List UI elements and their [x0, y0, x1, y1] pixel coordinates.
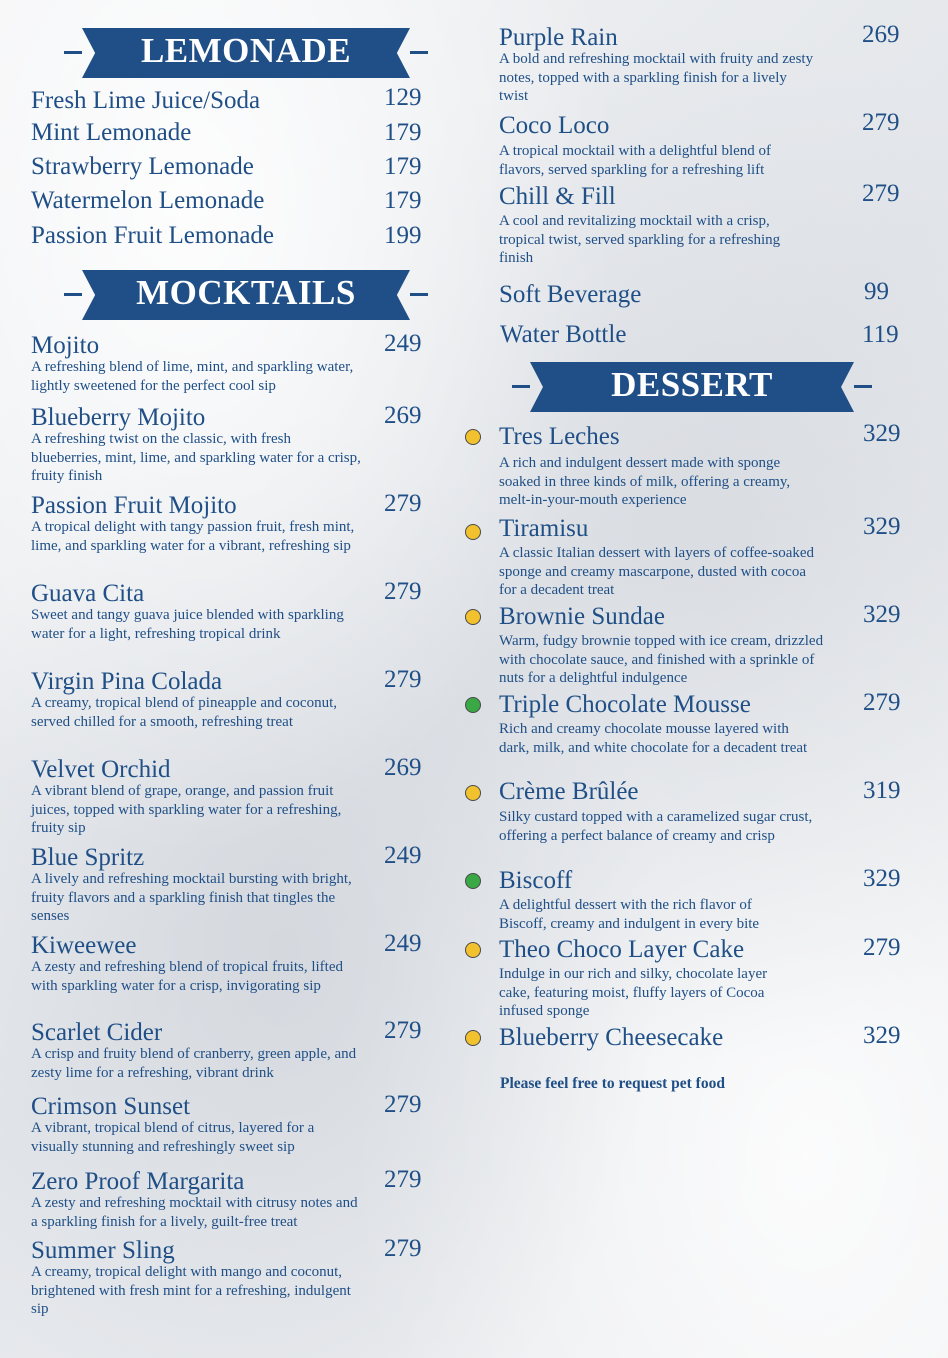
item-description: A zesty and refreshing blend of tropical fruits, lifted with sparkling water for a crisp, invigorating sip: [31, 959, 343, 994]
item-name: Passion Fruit Lemonade: [31, 222, 275, 249]
item-price: 319: [863, 777, 901, 804]
item-description: Rich and creamy chocolate mousse layered with dark, milk, and white chocolate for a decadent treat: [499, 721, 808, 756]
item-name: Kiweewee: [31, 932, 137, 959]
dessert-banner: [512, 362, 872, 412]
item-price: 279: [863, 689, 901, 716]
item-price: 269: [384, 754, 422, 781]
item-price: 279: [384, 1017, 422, 1044]
item-name: Scarlet Cider: [31, 1019, 163, 1046]
mocktails-heading: MOCKTAILS: [136, 273, 356, 312]
item-price: 249: [384, 930, 422, 957]
item-description: A vibrant, tropical blend of citrus, layered for a visually stunning and refreshingly sweet sip: [31, 1120, 315, 1155]
item-price: 329: [863, 1022, 901, 1049]
item-name: Blueberry Mojito: [31, 404, 206, 431]
item-name: Passion Fruit Mojito: [31, 492, 237, 519]
item-description: A creamy, tropical delight with mango and coconut, brightened with fresh mint for a refreshing, indulgent sip: [31, 1264, 351, 1317]
item-price: 279: [862, 109, 900, 136]
item-price: 279: [384, 1166, 422, 1193]
dessert-heading: DESSERT: [611, 365, 773, 404]
item-name: Crème Brûlée: [499, 778, 639, 805]
item-description: A refreshing blend of lime, mint, and sparkling water, lightly sweetened for the perfect cool sip: [31, 359, 354, 394]
item-name: Fresh Lime Juice/Soda: [31, 87, 261, 114]
item-description: A lively and refreshing mocktail bursting with bright, fruity flavors and a sparkling finish that tingles the senses: [31, 871, 352, 924]
mocktails-banner: [64, 270, 428, 320]
item-name: Tiramisu: [499, 515, 589, 542]
item-description: A zesty and refreshing mocktail with citrusy notes and a sparkling finish for a lively, guilt-free treat: [31, 1195, 358, 1230]
food-indicator-dot: [465, 524, 481, 540]
item-price: 179: [384, 153, 422, 180]
item-price: 279: [863, 934, 901, 961]
item-name: Velvet Orchid: [31, 756, 171, 783]
item-price: 99: [864, 278, 889, 305]
item-name: Brownie Sundae: [499, 603, 665, 630]
item-name: Soft Beverage: [499, 281, 642, 308]
item-price: 179: [384, 187, 422, 214]
item-name: Guava Cita: [31, 580, 145, 607]
item-description: Silky custard topped with a caramelized sugar crust, offering a perfect balance of creamy and crisp: [499, 809, 813, 844]
item-price: 249: [384, 842, 422, 869]
item-description: A refreshing twist on the classic, with fresh blueberries, mint, lime, and sparkling water for a crisp, fruity finish: [31, 431, 361, 484]
item-price: 279: [384, 1091, 422, 1118]
item-price: 329: [863, 420, 901, 447]
item-description: Indulge in our rich and silky, chocolate layer cake, featuring moist, fluffy layers of Cocoa infused sponge: [499, 966, 768, 1019]
food-indicator-dot: [465, 873, 481, 889]
food-indicator-dot: [465, 697, 481, 713]
item-description: Sweet and tangy guava juice blended with sparkling water for a light, refreshing tropical drink: [31, 607, 344, 642]
item-name: Tres Leches: [499, 423, 620, 450]
item-price: 129: [384, 84, 422, 111]
item-description: A cool and revitalizing mocktail with a crisp, tropical twist, served sparkling for a refreshing finish: [499, 213, 781, 266]
item-name: Summer Sling: [31, 1237, 175, 1264]
item-price: 329: [863, 513, 901, 540]
food-indicator-dot: [465, 1030, 481, 1046]
item-description: A vibrant blend of grape, orange, and passion fruit juices, topped with sparkling water for a refreshing, fruity sip: [31, 783, 342, 836]
item-name: Theo Choco Layer Cake: [499, 936, 745, 963]
food-indicator-dot: [465, 429, 481, 445]
lemonade-banner: [64, 28, 428, 78]
item-name: Zero Proof Margarita: [31, 1168, 245, 1195]
item-price: 279: [384, 666, 422, 693]
item-name: Crimson Sunset: [31, 1093, 191, 1120]
item-price: 329: [863, 865, 901, 892]
item-name: Coco Loco: [499, 112, 610, 139]
item-description: A tropical mocktail with a delightful blend of flavors, served sparkling for a refreshing lift: [499, 143, 772, 178]
lemonade-heading: LEMONADE: [140, 31, 352, 70]
pet-food-note: Please feel free to request pet food: [500, 1075, 725, 1092]
item-name: Watermelon Lemonade: [31, 187, 265, 214]
item-price: 279: [384, 490, 422, 517]
item-name: Triple Chocolate Mousse: [499, 691, 751, 718]
item-description: A creamy, tropical blend of pineapple and coconut, served chilled for a smooth, refreshing treat: [31, 695, 337, 730]
item-description: A delightful dessert with the rich flavor of Biscoff, creamy and indulgent in every bite: [499, 897, 760, 932]
item-price: 119: [862, 321, 899, 348]
item-price: 179: [384, 119, 422, 146]
item-price: 269: [862, 21, 900, 48]
item-price: 329: [863, 601, 901, 628]
food-indicator-dot: [465, 942, 481, 958]
item-description: Warm, fudgy brownie topped with ice cream, drizzled with chocolate sauce, and finished with a sprinkle of nuts for a delightful indulgence: [499, 633, 824, 686]
item-name: Water Bottle: [500, 321, 627, 348]
item-description: A bold and refreshing mocktail with fruity and zesty notes, topped with a sparkling finish for a lively twist: [499, 51, 814, 104]
item-name: Mojito: [31, 332, 100, 359]
item-description: A tropical delight with tangy passion fruit, fresh mint, lime, and sparkling water for a vibrant, refreshing sip: [31, 519, 355, 554]
item-price: 199: [384, 222, 422, 249]
item-description: A crisp and fruity blend of cranberry, green apple, and zesty lime for a refreshing, vibrant drink: [31, 1046, 357, 1081]
item-name: Blue Spritz: [31, 844, 145, 871]
item-name: Purple Rain: [499, 24, 618, 51]
food-indicator-dot: [465, 785, 481, 801]
item-price: 249: [384, 330, 422, 357]
item-name: Biscoff: [499, 867, 573, 894]
item-description: A rich and indulgent dessert made with sponge soaked in three kinds of milk, offering a creamy, melt-in-your-mouth experience: [499, 455, 791, 508]
item-name: Blueberry Cheesecake: [499, 1024, 724, 1051]
item-description: A classic Italian dessert with layers of coffee-soaked sponge and creamy mascarpone, dusted with cocoa for a decadent treat: [499, 545, 815, 598]
item-price: 279: [384, 578, 422, 605]
item-price: 279: [862, 180, 900, 207]
item-name: Chill & Fill: [499, 183, 616, 210]
item-name: Mint Lemonade: [31, 119, 192, 146]
item-price: 269: [384, 402, 422, 429]
food-indicator-dot: [465, 609, 481, 625]
item-price: 279: [384, 1235, 422, 1262]
item-name: Virgin Pina Colada: [31, 668, 223, 695]
item-name: Strawberry Lemonade: [31, 153, 254, 180]
